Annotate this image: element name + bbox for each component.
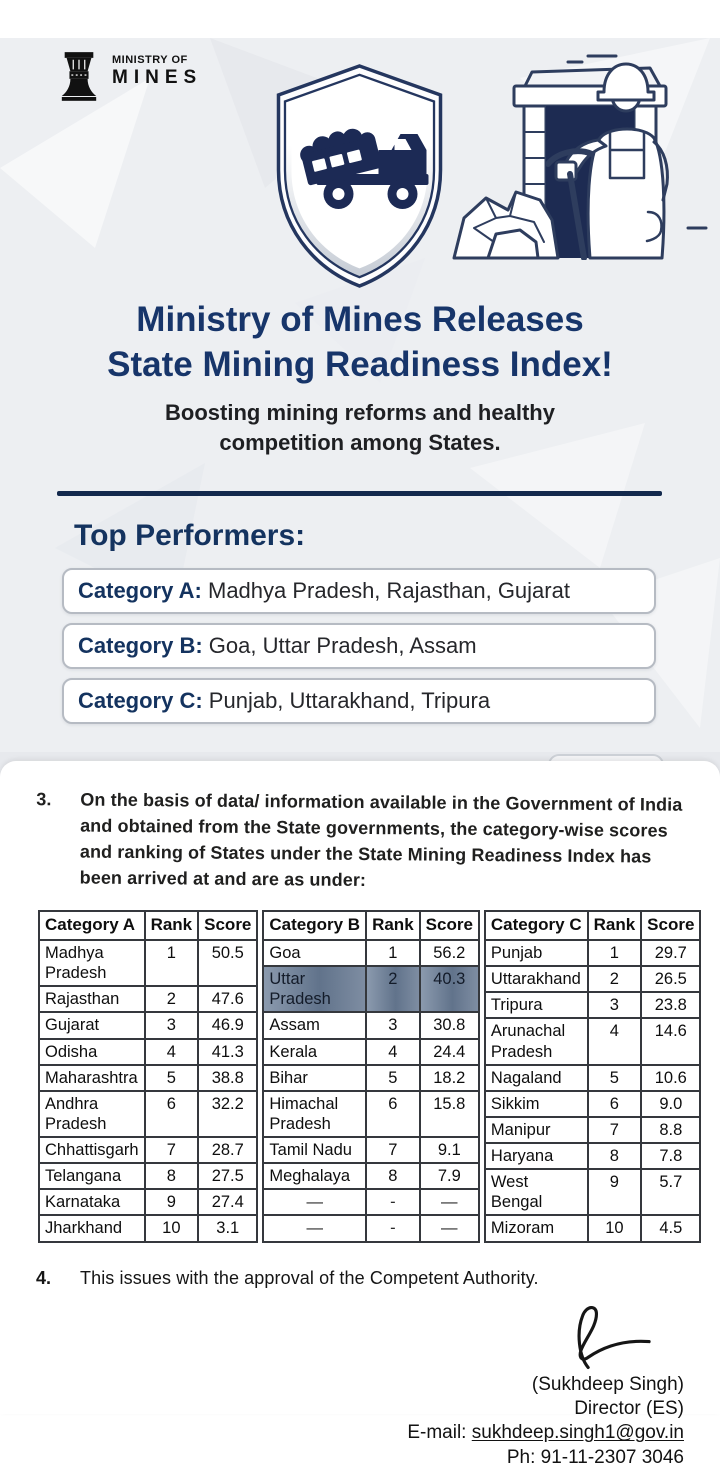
table-cell: 7.8 [641,1143,700,1169]
table-row [263,1189,479,1215]
table-cell: 18.2 [420,1065,479,1091]
table-cell: Bihar [263,1065,366,1091]
table-cell: 29.7 [641,940,700,966]
table-cell: 2 [588,966,642,992]
table-row [39,1091,257,1137]
table-row [39,1065,257,1091]
table-cell: 30.8 [420,1012,479,1038]
table-row [39,1039,257,1065]
scanned-document-section [0,752,720,1468]
table-header-cell: Score [198,911,257,940]
table-header-cell: Rank [145,911,199,940]
table-cell: 4 [366,1039,420,1065]
top-performers-heading: Top Performers: [74,519,306,552]
table-cell: 3 [588,992,642,1018]
table-cell: 26.5 [641,966,700,992]
ministry-emblem-icon [58,50,100,102]
table-cell: 5 [366,1065,420,1091]
table-cell: 6 [366,1091,420,1137]
page-title [0,298,720,388]
category-c-box [62,678,656,724]
table-cell: 1 [145,940,199,986]
table-cell: 14.6 [641,1018,700,1064]
table-cell: 8.8 [641,1117,700,1143]
table-header-cell: Score [420,911,479,940]
table-cell: 6 [145,1091,199,1137]
category-b-states: Goa, Uttar Pradesh, Assam [202,633,477,658]
miner-illustration [452,46,716,260]
signatory-designation: Director (ES) [574,1398,684,1420]
table-cell: 38.8 [198,1065,257,1091]
document-page [0,761,720,1468]
table-row [485,1143,701,1169]
table-row [39,1012,257,1038]
table-row [485,1117,701,1143]
table-cell: 27.5 [198,1163,257,1189]
signatory-name: (Sukhdeep Singh) [531,1373,684,1395]
table-cell: Himachal Pradesh [263,1091,366,1137]
table-cell: 15.8 [420,1091,479,1137]
table-cell: 10 [145,1215,199,1241]
table-row [263,1091,479,1137]
table-cell: Meghalaya [263,1163,366,1189]
table-cell: 24.4 [420,1039,479,1065]
logo-line1: MINISTRY OF [112,54,188,66]
table-row [263,1163,479,1189]
table-cell: Maharashtra [39,1065,145,1091]
table-cell: 56.2 [420,940,479,966]
table-cell: Gujarat [39,1012,145,1038]
table-row [485,1018,701,1064]
table-header-cell: Category B [263,911,366,940]
table-cell: - [366,1189,420,1215]
table-cell: 2 [366,966,420,1012]
title-line1: Ministry of Mines Releases [136,300,584,339]
category-a-states: Madhya Pradesh, Rajasthan, Gujarat [201,578,570,603]
table-cell: 27.4 [198,1189,257,1215]
table-cell: 41.3 [198,1039,257,1065]
table-cell: — [420,1215,479,1241]
paragraph-4-text: This issues with the approval of the Competent Authority. [80,1267,539,1288]
email-link[interactable]: sukhdeep.singh1@gov.in [471,1422,684,1444]
paragraph-3-text: On the basis of data/ information available in the Government of India and obtained from the State governments, the category-wise scores and ranking of States under the State Mining Readiness Index has been arrived at and are as under: [79,789,683,891]
table-row [263,1012,479,1038]
table-cell: 9.1 [420,1137,479,1163]
page-subtitle [0,398,720,457]
table-cell: 9 [145,1189,199,1215]
table-cell: Haryana [485,1143,588,1169]
table-row [485,940,701,966]
table-cell: 7 [145,1137,199,1163]
category-a-label: Category A: [78,578,202,603]
table-cell: Goa [263,940,366,966]
table-cell: Tripura [485,992,588,1018]
table-row [39,1137,257,1163]
table-cell: — [263,1189,366,1215]
table-cell: 7.9 [420,1163,479,1189]
table-row [263,940,479,966]
table-header-cell: Category C [485,911,588,940]
table-header-cell: Score [641,911,700,940]
score-table-category-b [262,910,480,1242]
table-cell: Karnataka [39,1189,145,1215]
score-table-category-a [38,910,258,1242]
table-row [263,1065,479,1091]
table-cell: 7 [588,1117,642,1143]
table-row [263,1215,479,1241]
table-cell: 9 [588,1169,642,1215]
table-cell: 10.6 [641,1065,700,1091]
table-cell: Assam [263,1012,366,1038]
score-tables [38,910,694,1242]
table-header-cell: Rank [366,911,420,940]
paragraph-4-number: 4. [36,1267,52,1288]
table-cell: West Bengal [485,1169,588,1215]
table-cell: Andhra Pradesh [39,1091,145,1137]
table-cell: 28.7 [198,1137,257,1163]
logo-line2: MINES [112,67,203,88]
score-table-category-c [484,910,702,1242]
subtitle-line1: Boosting mining reforms and healthy [165,400,555,425]
top-performers-list [62,568,656,724]
table-cell: Arunachal Pradesh [485,1018,588,1064]
table-cell: Mizoram [485,1215,588,1241]
table-row [263,966,479,1012]
table-row [485,1065,701,1091]
table-cell: 46.9 [198,1012,257,1038]
table-cell: — [263,1215,366,1241]
table-row [485,1169,701,1215]
table-header-cell: Rank [588,911,642,940]
table-row [39,940,257,986]
table-row [485,1091,701,1117]
table-cell: 8 [366,1163,420,1189]
shield-truck-icon [252,58,467,293]
table-cell: 40.3 [420,966,479,1012]
table-row [39,986,257,1012]
category-c-label: Category C: [78,688,203,713]
table-cell: Uttarakhand [485,966,588,992]
table-cell: 2 [145,986,199,1012]
table-cell: 50.5 [198,940,257,986]
ministry-logo [58,50,202,102]
table-cell: Kerala [263,1039,366,1065]
table-cell: Telangana [39,1163,145,1189]
table-cell: 3.1 [198,1215,257,1241]
infographic-banner [0,38,720,752]
table-header-row [263,911,479,940]
table-cell: - [366,1215,420,1241]
table-cell: Manipur [485,1117,588,1143]
table-cell: Sikkim [485,1091,588,1117]
table-header-cell: Category A [39,911,145,940]
table-cell: 1 [366,940,420,966]
table-cell: 23.8 [641,992,700,1018]
subtitle-line2: competition among States. [219,429,501,455]
paragraph-3 [36,786,695,896]
table-cell: Tamil Nadu [263,1137,366,1163]
title-line2: State Mining Readiness Index! [107,344,613,384]
table-row [263,1137,479,1163]
table-cell: 6 [588,1091,642,1117]
table-cell: 5 [588,1065,642,1091]
table-cell: Rajasthan [39,986,145,1012]
table-header-row [39,911,257,940]
section-divider [57,491,662,496]
table-row [39,1215,257,1241]
table-cell: Odisha [39,1039,145,1065]
table-cell: 47.6 [198,986,257,1012]
table-cell: 4.5 [641,1215,700,1241]
table-cell: Chhattisgarh [39,1137,145,1163]
table-cell: 10 [588,1215,642,1241]
table-cell: 8 [145,1163,199,1189]
category-c-states: Punjab, Uttarakhand, Tripura [202,688,491,713]
table-row [39,1163,257,1189]
table-cell: 4 [145,1039,199,1065]
table-cell: Jharkhand [39,1215,145,1241]
table-cell: Nagaland [485,1065,588,1091]
table-row [39,1189,257,1215]
table-cell: Madhya Pradesh [39,940,145,986]
category-b-label: Category B: [78,633,203,658]
signature-block [36,1301,694,1470]
paragraph-4 [36,1265,694,1291]
signatory-phone: Ph: 91-11-2307 3046 [506,1446,684,1468]
category-b-box [62,623,656,669]
category-a-box [62,568,656,614]
signatory-email-line [36,1421,684,1445]
table-cell: 4 [588,1018,642,1064]
email-label: E-mail: [407,1422,472,1444]
table-row [263,1039,479,1065]
paragraph-3-number: 3. [36,789,52,810]
table-cell: Punjab [485,940,588,966]
table-cell: Uttar Pradesh [263,966,366,1012]
table-cell: 5 [145,1065,199,1091]
table-row [485,1215,701,1241]
table-cell: 3 [366,1012,420,1038]
table-cell: — [420,1189,479,1215]
table-row [485,992,701,1018]
table-cell: 8 [588,1143,642,1169]
table-cell: 32.2 [198,1091,257,1137]
table-cell: 7 [366,1137,420,1163]
table-row [485,966,701,992]
top-margin [0,0,720,38]
table-cell: 9.0 [641,1091,700,1117]
signature-icon [524,1301,656,1373]
table-cell: 1 [588,940,642,966]
table-cell: 3 [145,1012,199,1038]
table-header-row [485,911,701,940]
table-cell: 5.7 [641,1169,700,1215]
